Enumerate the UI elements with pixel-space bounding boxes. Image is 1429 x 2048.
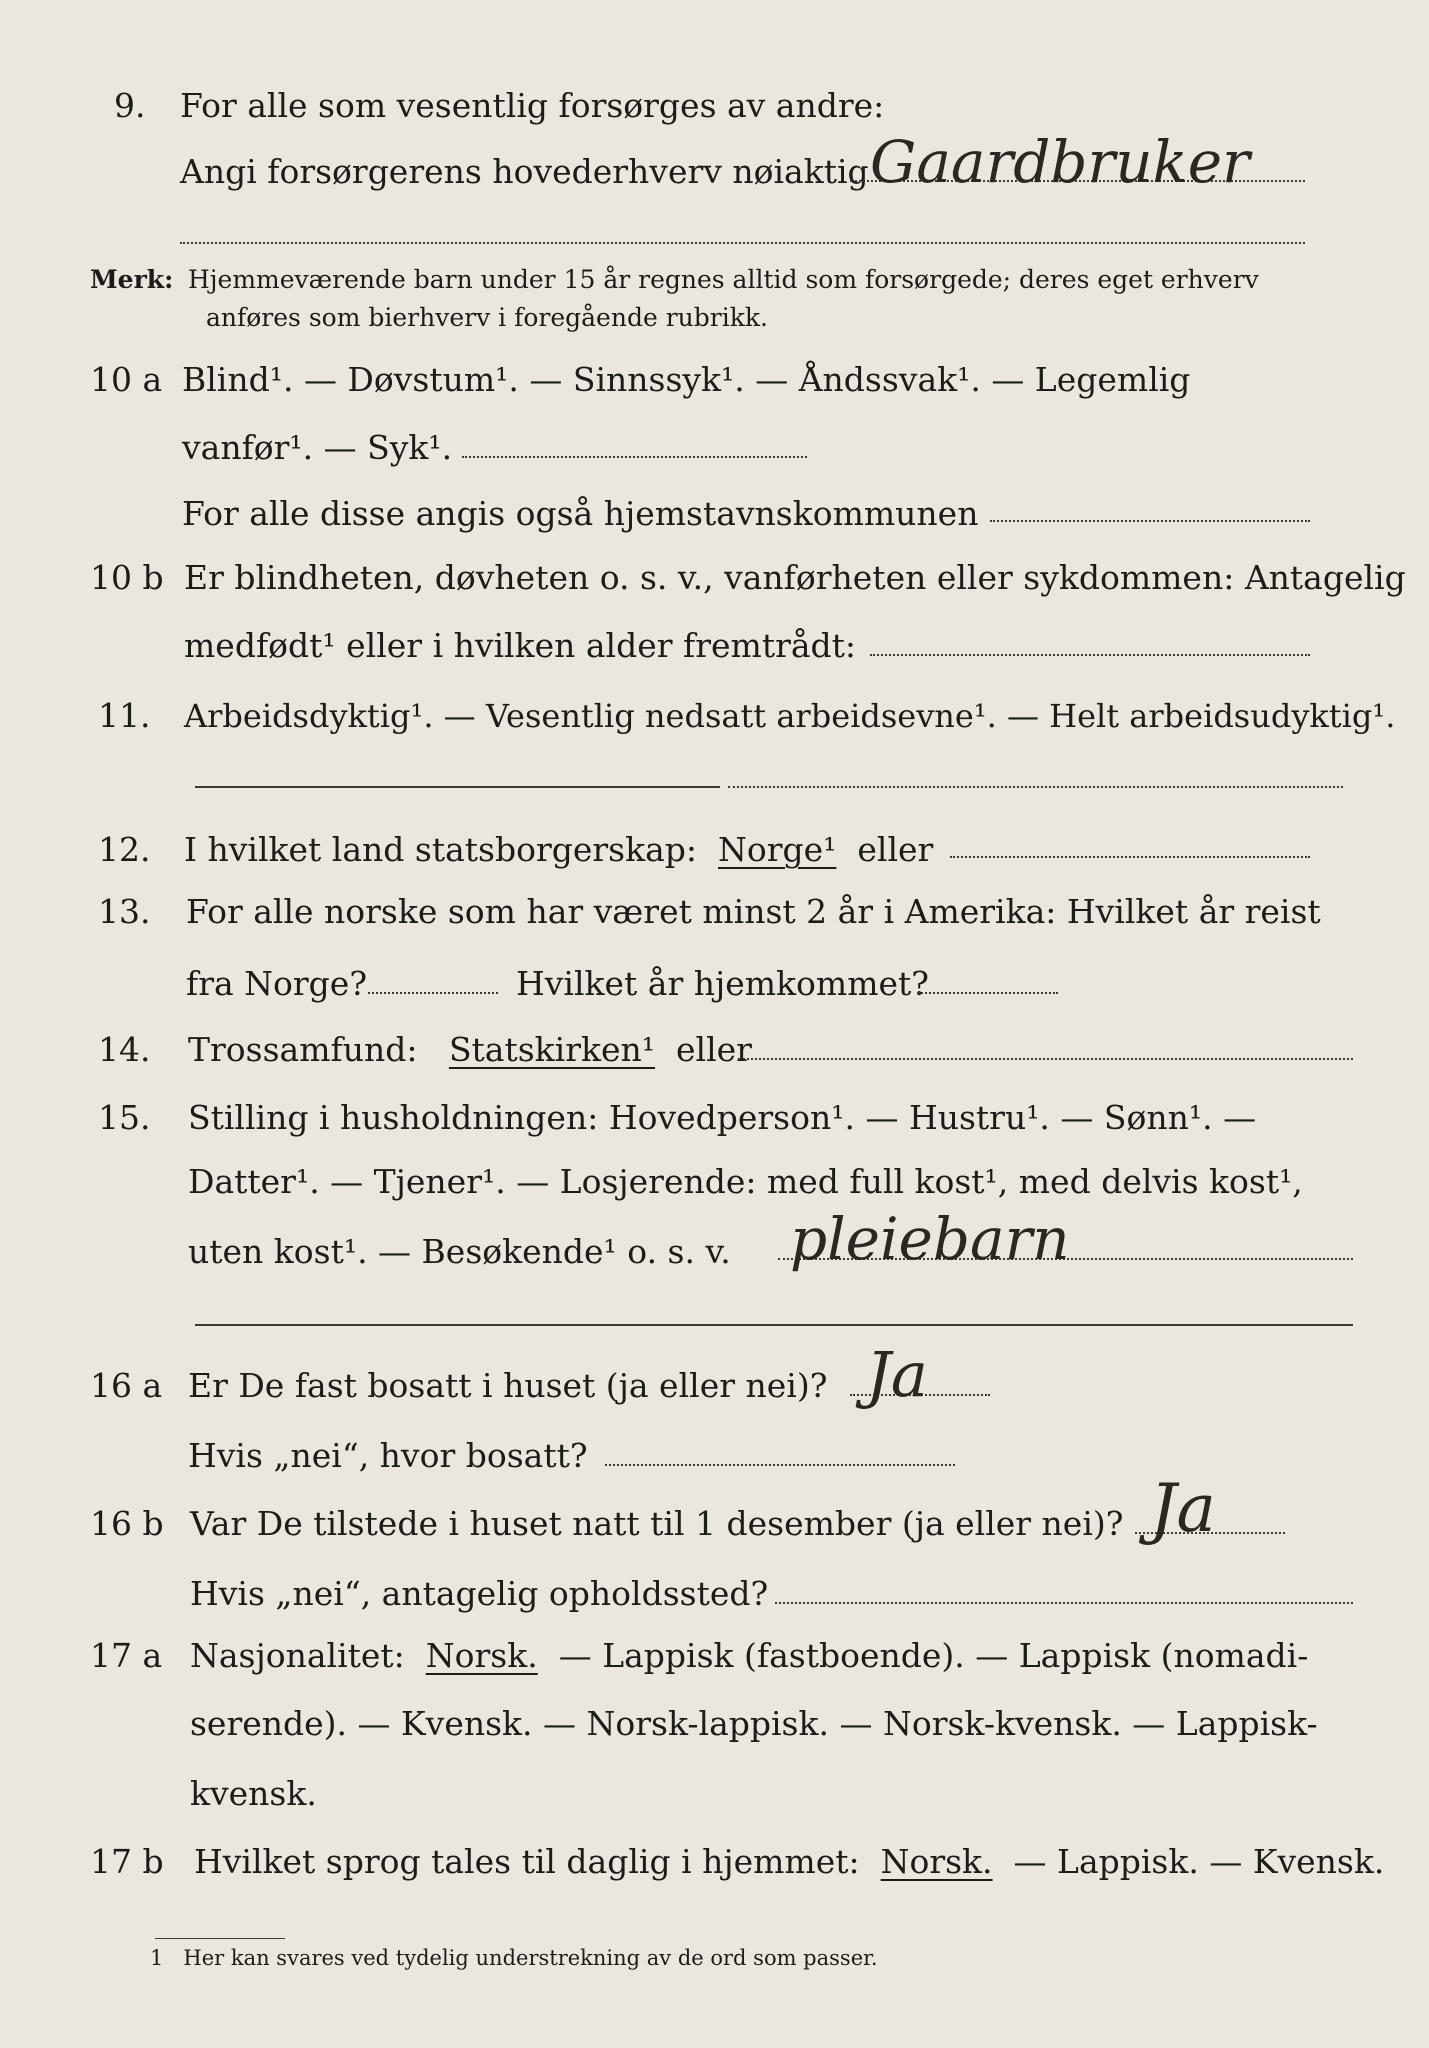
q11-rule-solid [195,786,720,788]
q12-option-norge[interactable]: Norge¹ [718,830,837,869]
q10b-text1: Er blindheten, døvheten o. s. v., vanførheten eller sykdommen: Antagelig [184,558,1406,597]
q17b-prefix: Hvilket sprog tales til daglig i hjemmet: [194,1842,860,1881]
q10a-text1: Blind¹. — Døvstum¹. — Sinnssyk¹. — Åndssvak¹. — Legemlig [182,360,1191,399]
q10a-line3 [90,490,1369,538]
q17b-line1 [90,1838,1385,1886]
q9-line1 [90,82,1369,130]
q17a-label: Nasjonalitet: [190,1636,405,1675]
q16b-opholdssted-line [775,1602,1353,1604]
q14-text [188,1026,1369,1074]
q15-text1: Stilling i husholdningen: Hovedperson¹. — Hustru¹. — Sønn¹. — [188,1098,1257,1137]
q13-line2 [90,960,1369,1008]
q17a-text3: kvensk. [190,1774,317,1813]
q13-text2a: fra Norge? [186,964,368,1003]
footnote-mark: 1 [150,1946,164,1970]
q17a-line3 [90,1770,1369,1818]
q14-number: 14. [98,1030,151,1069]
q17b-number: 17 b [90,1842,164,1881]
q17b-text [194,1838,1385,1886]
merk-text1: Hjemmeværende barn under 15 år regnes alltid som forsørgede; deres eget erhverv [188,265,1259,294]
q9-handwritten-answer[interactable]: Gaardbruker [870,128,1250,196]
q17b-option-norsk[interactable]: Norsk. [880,1842,993,1881]
q16a-bosatt-line [605,1464,955,1466]
q15-rule [195,1324,1353,1326]
q16a-text2: Hvis „nei“, hvor bosatt? [188,1436,588,1475]
q13-hjemkommet-line [918,992,1058,994]
q10b-line2 [90,622,1369,670]
q10a-text2: vanfør¹. — Syk¹. [182,428,453,467]
q11-number: 11. [98,696,151,735]
q14-line1 [90,1026,1369,1074]
q10b-number: 10 b [90,558,164,597]
q12-number: 12. [98,830,151,869]
footnote-text: Her kan svares ved tydelig understrekning av de ord som passer. [183,1946,878,1970]
q17a-line1 [90,1632,1369,1680]
q14-answer-line [738,1058,1353,1060]
q10a-line2 [90,424,1369,472]
q15-handwritten-answer[interactable]: pleiebarn [790,1205,1070,1273]
q10a-text3: For alle disse angis også hjemstavnskommunen [182,494,979,533]
q13-reist-line [368,992,498,994]
q11-rule-dotted [728,786,1343,788]
q10b-answer-line [870,654,1310,656]
q17a-option-norsk[interactable]: Norsk. [425,1636,538,1675]
q15-line3 [90,1228,1369,1276]
q14-prefix: Trossamfund: [188,1030,418,1069]
q15-line2 [90,1158,1369,1206]
q16a-line1 [90,1362,1369,1410]
q15-number: 15. [98,1098,151,1137]
q9-text2: Angi forsørgerens hovederhverv nøiaktig [180,152,869,191]
q16a-number: 16 a [90,1366,163,1405]
q16a-handwritten-answer[interactable]: Ja [866,1338,928,1411]
q17b-suffix: — Lappisk. — Kvensk. [1013,1842,1385,1881]
q10b-line1 [90,554,1406,602]
q15-line1 [90,1094,1369,1142]
merk-label: Merk: [90,265,174,294]
q16b-line2 [90,1570,1369,1618]
q13-text1: For alle norske som har været minst 2 år i Amerika: Hvilket år reist [186,892,1321,931]
q12-answer-line [950,856,1310,858]
q17a-line2 [90,1700,1369,1748]
q13-text2b: Hvilket år hjemkommet? [516,964,929,1003]
footnote [150,1946,878,1970]
q14-option-statskirken[interactable]: Statskirken¹ [448,1030,656,1069]
q9-extra-line [180,242,1305,244]
q12-suffix: eller [857,830,934,869]
footnote-rule [155,1938,285,1939]
q10b-text2: medfødt¹ eller i hvilken alder fremtrådt: [184,626,857,665]
q17a-number: 17 a [90,1636,163,1675]
q15-text3: uten kost¹. — Besøkende¹ o. s. v. [188,1232,731,1271]
q12-prefix: I hvilket land statsborgerskap: [184,830,698,869]
q10a-number: 10 a [90,360,163,399]
q11-text1: Arbeidsdyktig¹. — Vesentlig nedsatt arbeidsevne¹. — Helt arbeidsudyktig¹. [184,697,1396,735]
q9-text1: For alle som vesentlig forsørges av andre: [180,86,885,125]
q10a-syk-line [462,456,807,458]
q12-text [184,826,1369,874]
q11-line1 [90,692,1396,740]
q16b-number: 16 b [90,1504,164,1543]
q12-line1 [90,826,1369,874]
merk-text2: anføres som bierhverv i foregående rubrikk. [206,303,768,332]
q13-number: 13. [98,892,151,931]
q15-text2: Datter¹. — Tjener¹. — Losjerende: med full kost¹, med delvis kost¹, [188,1162,1303,1201]
q17a-text1 [190,1632,1369,1680]
q9-number: 9. [114,86,146,125]
q17a-text2: serende). — Kvensk. — Norsk-lappisk. — Norsk-kvensk. — Lappisk- [190,1704,1318,1743]
q13-line1 [90,888,1369,936]
q16b-text1: Var De tilstede i huset natt til 1 desember (ja eller nei)? [190,1504,1124,1543]
q10a-hjemstavn-line [990,520,1310,522]
q17a-rest: — Lappisk (fastboende). — Lappisk (nomadi- [558,1636,1309,1675]
q16b-text2: Hvis „nei“, antagelig opholdssted? [190,1574,769,1613]
q16a-text1: Er De fast bosatt i huset (ja eller nei)? [188,1366,828,1405]
q10a-line1 [90,356,1369,404]
q16b-handwritten-answer[interactable]: Ja [1150,1470,1216,1547]
q14-suffix: eller [676,1030,752,1069]
